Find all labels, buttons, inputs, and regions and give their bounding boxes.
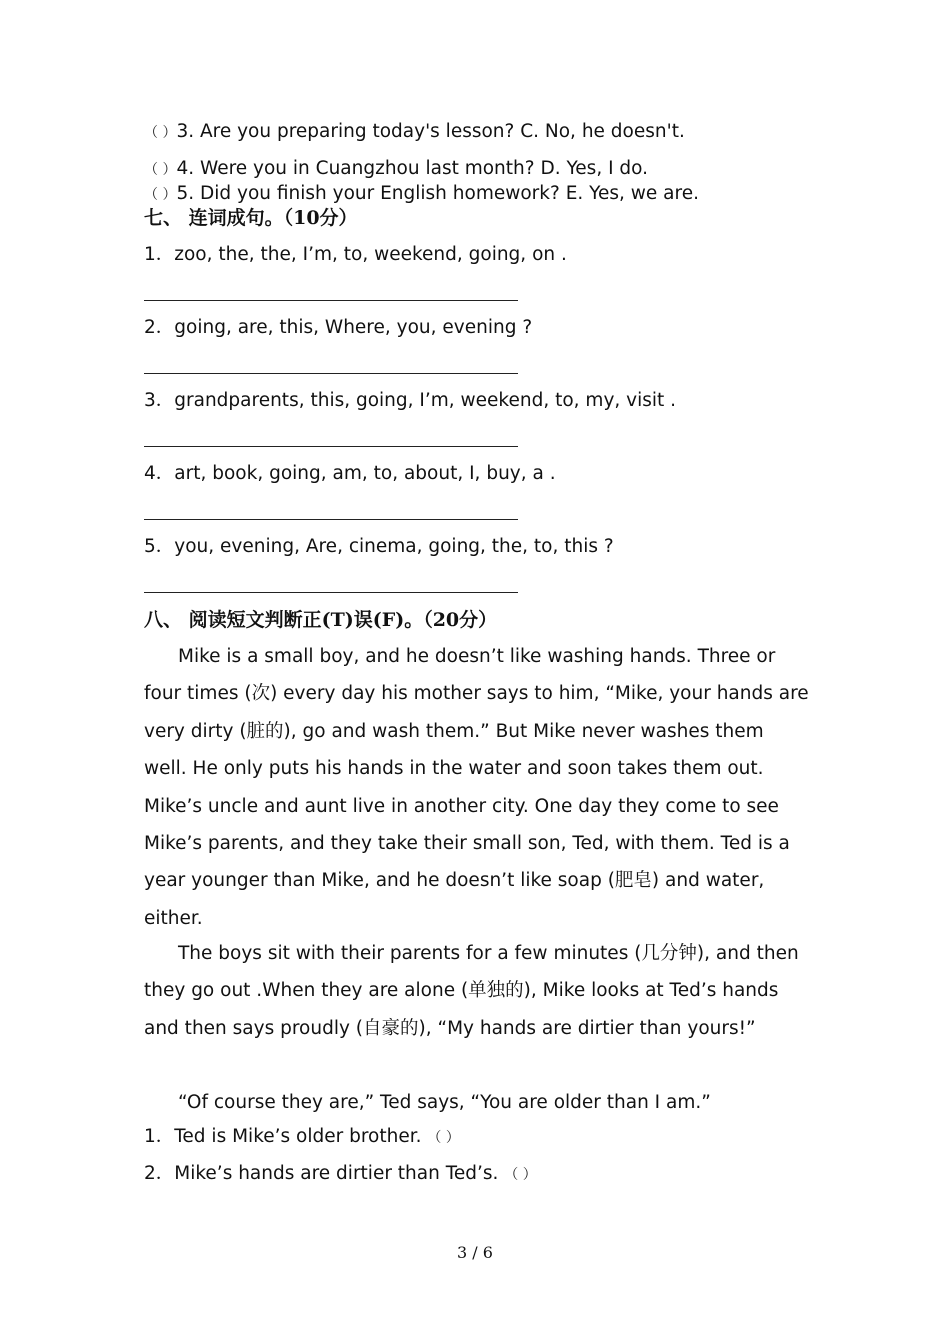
answer-line-5[interactable] [144,592,518,593]
judge-question-1 [144,1125,460,1150]
sentence-item-3: 3．grandparents, this, going, I’m, weekend, to, my, visit . [144,390,677,411]
question-text: 2．Mike’s hands are dirtier than Ted’s. [144,1163,505,1184]
matching-text: 5. Did you finish your English homework? E. Yes, we are. [176,183,699,204]
reading-paragraph-2: The boys sit with their parents for a few minutes (几分钟), and then they go out .When they are alone (单独的), Mike looks at Ted’s hands and then says proudly (自豪的), “My hands are dirtier than yours!” [144,943,799,1039]
sentence-item-4: 4．art, book, going, am, to, about, I, buy, a . [144,463,556,484]
matching-item-3 [144,120,685,145]
question-text: 1．Ted is Mike’s older brother. [144,1126,428,1147]
matching-text: 3. Are you preparing today's lesson? C. No, he doesn't. [176,121,685,142]
reading-paragraph-1: Mike is a small boy, and he doesn’t like washing hands. Three or four times (次) every day his mother says to him, “Mike, your hands are very dirty (脏的), go and wash them.” But Mike never washes them well. He only puts his hands in the water and soon takes them out. Mike’s uncle and aunt live in another city. One day they come to see Mike’s parents, and they take their small son, Ted, with them. Ted is a year younger than Mike, and he doesn’t like soap (肥皂) and water, either. [144,646,809,929]
answer-paren[interactable]: （ ） [504,1167,537,1183]
answer-paren[interactable]: （ ） [144,125,177,141]
answer-line-1[interactable] [144,300,518,301]
answer-line-3[interactable] [144,446,518,447]
matching-item-5 [144,182,699,207]
sentence-item-1: 1．zoo, the, the, I’m, to, weekend, going, on . [144,244,567,265]
section-8-heading: 八、 阅读短文判断正(T)误(F)。（20分） [144,609,498,631]
matching-text: 4. Were you in Cuangzhou last month? D. Yes, I do. [176,158,649,179]
answer-paren[interactable]: （ ） [144,187,177,203]
judge-question-2 [144,1162,537,1187]
matching-item-4 [144,157,648,182]
answer-paren[interactable]: （ ） [427,1130,460,1146]
section-7-heading: 七、 连词成句。（10分） [144,207,358,229]
sentence-item-5: 5．you, evening, Are, cinema, going, the, to, this ? [144,536,614,557]
page-number: 3 / 6 [457,1243,493,1262]
answer-line-4[interactable] [144,519,518,520]
reading-paragraph-3: “Of course they are,” Ted says, “You are older than I am.” [178,1092,711,1113]
answer-paren[interactable]: （ ） [144,162,177,178]
answer-line-2[interactable] [144,373,518,374]
sentence-item-2: 2．going, are, this, Where, you, evening ? [144,317,533,338]
